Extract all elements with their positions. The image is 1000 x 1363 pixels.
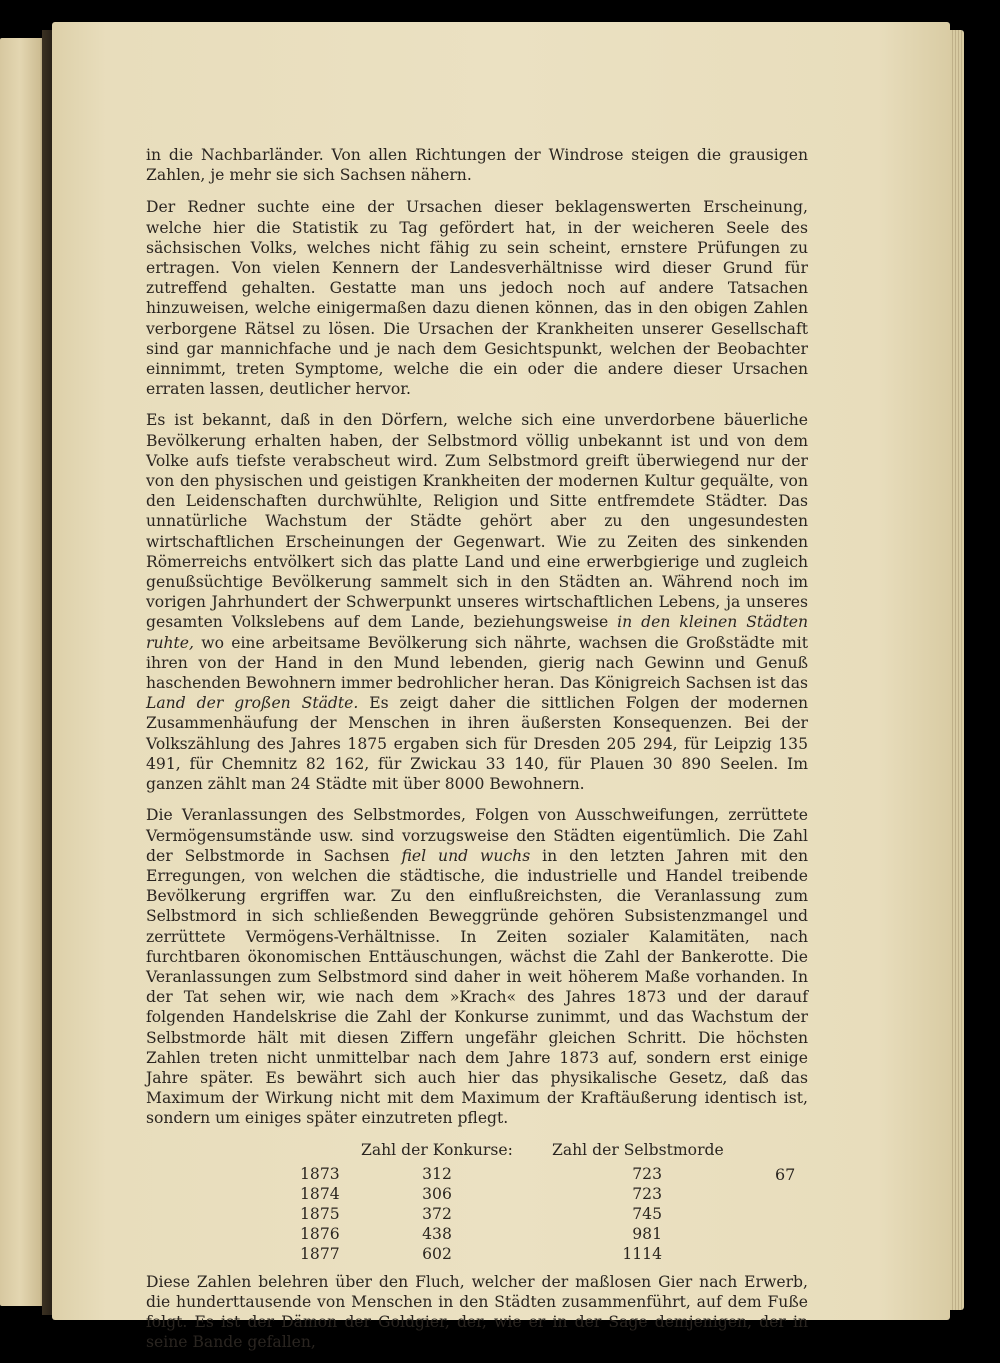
header-konkurse: Zahl der Konkurse: [361,1140,513,1159]
paragraph-3-part-b: wo eine arbeitsame Bevölkerung sich nährte, wachsen die Großstädte mit ihren von der Hand in den Mund lebenden, gierig nach Gewinn und Genuß haschenden Bewohnern immer bedrohlicher heran. Das Königreich Sachsen ist das [146,633,808,693]
emphasis-grossen-staedte: Land der großen Städte. [146,694,359,713]
cell-year: 1877 [300,1244,340,1263]
cell-konkurse: 602 [422,1244,452,1263]
cell-konkurse: 312 [422,1164,452,1183]
cell-selbstmorde: 1114 [622,1244,662,1263]
cell-konkurse: 372 [422,1204,452,1223]
emphasis-fiel-und-wuchs: fiel und wuchs [401,846,531,865]
paragraph-4-part-a: Die Veranlassungen des Selbstmordes, Folgen von Ausschweifungen, zerrüttete Vermögensumstände usw. sind vorzugsweise den Städten eigentümlich. Die Zahl der Selbstmorde in Sachsen [146,806,808,865]
page-number: 67 [775,1165,796,1184]
paragraph-closing: Diese Zahlen belehren über den Fluch, welcher der maßlosen Gier nach Erwerb, die hunderttausende von Menschen in den Städten zusammenführt, auf dem Fuße folgt. Es ist der Dämon der Goldgier, der, wie er in der Sage demjenigen, der in seine Bande gefallen, [146,1272,808,1352]
header-selbstmorde: Zahl der Selbstmorde [552,1140,724,1159]
page-stack-edge [950,30,964,1310]
cell-year: 1873 [300,1164,340,1183]
table-row [146,1224,808,1244]
emphasis-kleinen-staedten: in den kleinen Städten ruhte, [146,613,808,652]
paragraph-4-part-b: in den letzten Jahren mit den Erregungen, von welchen die städtische, die industrielle und Handel treibende Bevölkerung ergriffen war. Zu den einflußreichsten, die Veranlassung zum Selbstmord in sich schließenden Beweggründe gehören Subsistenzmangel und zerrüttete Vermögens-Verhältnisse. In Zeiten sozialer Kalamitäten, nach furchtbaren ökonomischen Enttäuschungen, wächst die Zahl der Bankerotte. Die Veranlassungen zum Selbstmord sind daher in weit höherem Maße vorhanden. In der Tat sehen wir, wie nach dem »Krach« des Jahres 1873 und der darauf folgenden Handelskrise die Zahl der Konkurse zunimmt, und das Wachstum der Selbstmorde hält mit diesen Ziffern ungefähr gleichen Schritt. Die höchsten Zahlen treten nicht unmittelbar nach dem Jahre 1873 auf, sondern erst einige Jahre später. Es bewährt sich auch hier das physikalische Gesetz, daß das Maximum der Wirkung nicht mit dem Maximum der Kraftäußerung identisch ist, sondern um einiges später einzutreten pflegt. [146,846,808,1128]
table-row [146,1204,808,1224]
cell-selbstmorde: 981 [632,1224,662,1243]
paragraph-3-part-c: Es zeigt daher die sittlichen Folgen der modernen Zusammenhäufung der Menschen in ihren äußersten Konsequenzen. Bei der Volkszählung des Jahres 1875 ergaben sich für Dresden 205 294, für Leipzig 135 491, für Chemnitz 82 162, für Zwickau 33 140, für Plauen 30 890 Seelen. Im ganzen zählt man 24 Städte mit über 8000 Bewohnern. [146,694,808,794]
cell-konkurse: 306 [422,1184,452,1203]
paragraph-3 [146,410,808,794]
cell-selbstmorde: 745 [632,1204,662,1223]
paragraph-2: Der Redner suchte eine der Ursachen dieser beklagenswerten Erscheinung, welche hier die Statistik zu Tag gefördert hat, in der weicheren Seele des sächsischen Volks, welches nicht fähig zu sein scheint, ernstere Prüfungen zu ertragen. Von vielen Kennern der Landesverhältnisse wird dieser Grund für zutreffend gehalten. Gestatte man uns jedoch noch auf andere Tatsachen hinzuweisen, welche einigermaßen dazu dienen können, das in den obigen Zahlen verborgene Rätsel zu lösen. Die Ursachen der Krankheiten unserer Gesellschaft sind gar mannichfache und je nach dem Gesichtspunkt, welchen der Beobachter einnimmt, treten Symptome, welche die ein oder die andere dieser Ursachen erraten lassen, deutlicher hervor. [146,198,808,399]
cell-selbstmorde: 723 [632,1184,662,1203]
paragraph-3-part-a: Es ist bekannt, daß in den Dörfern, welche sich eine unverdorbene bäuerliche Bevölkerung erhalten haben, der Selbstmord völlig unbekannt ist und von dem Volke aufs tiefste verabscheut wird. Zum Selbstmord greift überwiegend nur der von den physischen und geistigen Krankheiten der modernen Kultur gequälte, von den Leidenschaften durchwühlte, Religion und Sitte entfremdete Städter. Das unnatürliche Wachstum der Städte gehört aber zu den ungesundesten wirtschaftlichen Erscheinungen der Gegenwart. Wie zu Zeiten des sinkenden Römerreichs entvölkert sich das platte Land und eine erwerbgierige und zugleich genußsüchtige Bevölkerung sammelt sich in den Städten an. Während noch im vorigen Jahrhundert der Schwerpunkt unseres wirtschaftlichen Lebens, ja unseres gesamten Volkslebens auf dem Lande, beziehungsweise [146,411,808,632]
page-text-body [146,145,808,1363]
cell-year: 1874 [300,1184,340,1203]
table-header [146,1140,808,1164]
paragraph-1: in die Nachbarländer. Von allen Richtungen der Windrose steigen die grausigen Zahlen, je mehr sie sich Sachsen nähern. [146,146,808,185]
paragraph-4 [146,805,808,1128]
table-row [146,1164,808,1184]
cell-year: 1876 [300,1224,340,1243]
cell-year: 1875 [300,1204,340,1223]
cell-selbstmorde: 723 [632,1164,662,1183]
table-row [146,1184,808,1204]
table-row [146,1244,808,1264]
cell-konkurse: 438 [422,1224,452,1243]
statistics-table [146,1140,808,1264]
